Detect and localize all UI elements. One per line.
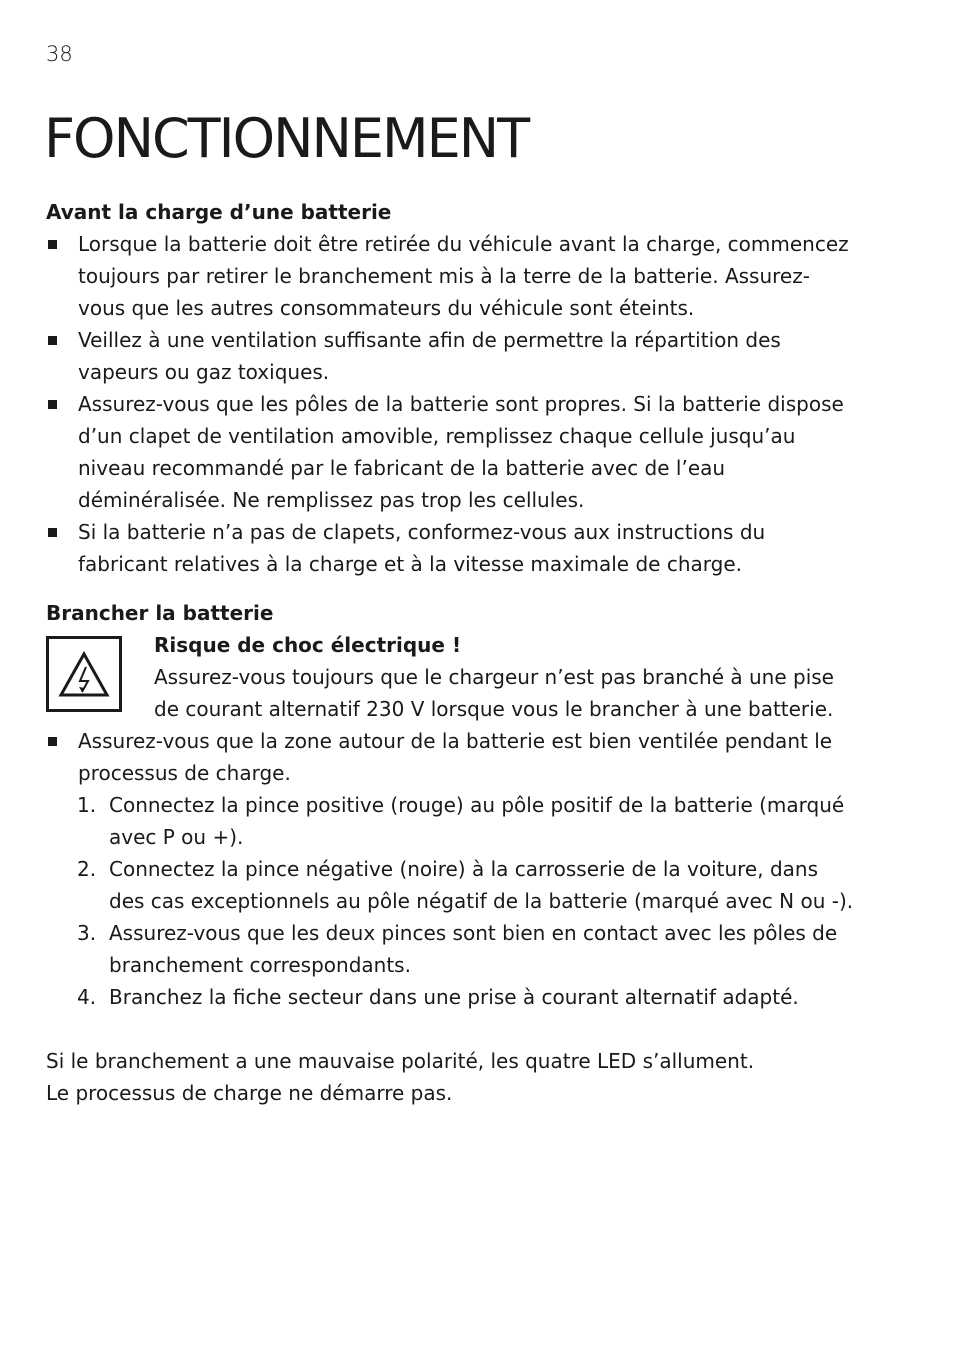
before-charging-list: [46, 228, 856, 580]
list-item: Assurez-vous que les pôles de la batterie sont propres. Si la batterie dispose d’un clapet de ventilation amovible, remplissez chaque cellule jusqu’au niveau recommandé par le fabricant de la batterie avec de l’eau déminéralisée. Ne remplissez pas trop les cellules.: [46, 388, 856, 516]
step-number: 2.: [77, 857, 97, 881]
step-number: 1.: [77, 793, 97, 817]
page-content: [46, 196, 856, 1109]
section-heading-before-charging: Avant la charge d’une batterie: [46, 200, 392, 224]
step-text: Branchez la fiche secteur dans une prise à courant alternatif adapté.: [109, 985, 799, 1009]
electric-shock-warning-icon: [46, 636, 122, 712]
step-text: Connectez la pince positive (rouge) au pôle positif de la batterie (marqué avec P ou +).: [109, 793, 845, 849]
step-number: 3.: [77, 921, 97, 945]
list-item: Lorsque la batterie doit être retirée du véhicule avant la charge, commencez toujours par retirer le branchement mis à la terre de la batterie. Assurez-vous que les autres consommateurs du véhicule sont éteints.: [46, 228, 856, 324]
step-number: 4.: [77, 985, 97, 1009]
connection-steps: [46, 789, 856, 1013]
warning-title: Risque de choc électrique !: [154, 633, 462, 657]
section-heading-connect-battery: Brancher la batterie: [46, 601, 274, 625]
step-text: Assurez-vous que les deux pinces sont bien en contact avec les pôles de branchement correspondants.: [109, 921, 838, 977]
step-text: Connectez la pince négative (noire) à la carrosserie de la voiture, dans des cas exceptionnels au pôle négatif de la batterie (marqué avec N ou -).: [109, 857, 854, 913]
polarity-note-line: Le processus de charge ne démarre pas.: [46, 1081, 453, 1105]
page-title: FONCTIONNEMENT: [44, 107, 529, 170]
list-item: Veillez à une ventilation suffisante afin de permettre la répartition des vapeurs ou gaz toxiques.: [46, 324, 856, 388]
polarity-note: [46, 1045, 856, 1109]
ventilation-list: [46, 725, 856, 789]
warning-text: Assurez-vous toujours que le chargeur n’est pas branché à une pise de courant alternatif 230 V lorsque vous le brancher à une batterie.: [154, 665, 834, 721]
step-item: [46, 981, 856, 1013]
step-item: [46, 853, 856, 917]
polarity-note-line: Si le branchement a une mauvaise polarité, les quatre LED s’allument.: [46, 1049, 755, 1073]
list-item: Si la batterie n’a pas de clapets, conformez-vous aux instructions du fabricant relatives à la charge et à la vitesse maximale de charge.: [46, 516, 856, 580]
page-number: 38: [46, 42, 73, 66]
step-item: [46, 789, 856, 853]
warning-block: [46, 629, 856, 725]
list-item: Assurez-vous que la zone autour de la batterie est bien ventilée pendant le processus de charge.: [46, 725, 856, 789]
step-item: [46, 917, 856, 981]
